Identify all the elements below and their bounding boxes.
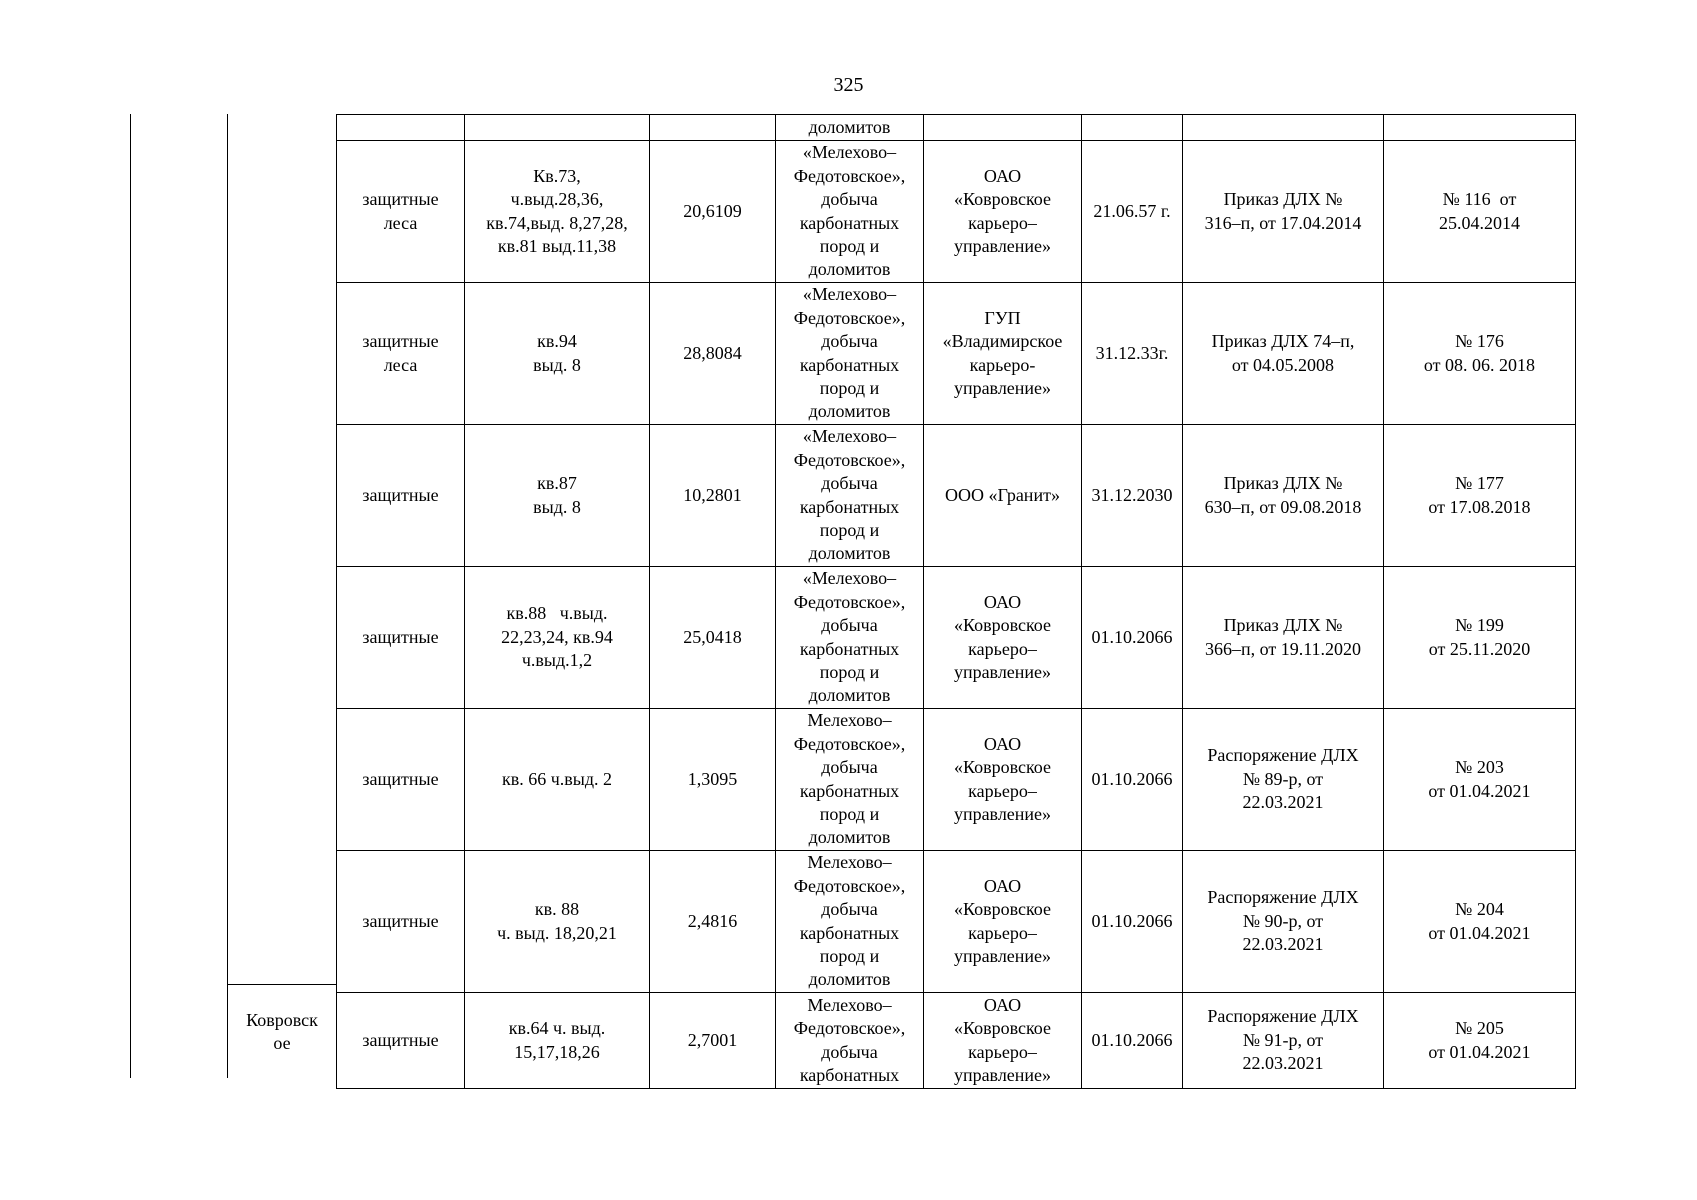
cell-purpose: [776, 851, 924, 993]
district-cell: [228, 984, 336, 1079]
cell-text: ОАО «Ковровское карьеро– управление»: [953, 165, 1052, 256]
cell-location: [465, 141, 650, 283]
cell-text: ОАО «Ковровское карьеро– управление»: [953, 733, 1052, 824]
cell-text: Приказ ДЛХ № 316–п, от 17.04.2014: [1204, 189, 1362, 233]
cell-type: [337, 709, 465, 851]
cell-area: [650, 851, 776, 993]
lease-table: [336, 114, 1576, 1089]
cell-reg: [1384, 567, 1576, 709]
cell-text: 2,7001: [687, 1029, 738, 1050]
cell-text: 01.10.2066: [1091, 910, 1173, 931]
cell-purpose: [776, 425, 924, 567]
left-table-border: [130, 114, 131, 1078]
cell-org: [924, 993, 1082, 1089]
cell-text: 28,8084: [683, 342, 742, 363]
cell-term: [1082, 993, 1183, 1089]
cell-text: Приказ ДЛХ 74–п, от 04.05.2008: [1211, 331, 1355, 375]
cell-text: ОАО «Ковровское карьеро– управление»: [953, 591, 1052, 682]
cell-location: [465, 425, 650, 567]
cell-text: 20,6109: [683, 200, 742, 221]
cell-type: [337, 141, 465, 283]
cell-doc: [1183, 141, 1384, 283]
cell-text: № 176 от 08. 06. 2018: [1423, 331, 1536, 375]
cell-text: защитные: [362, 484, 439, 505]
cell-org: [924, 283, 1082, 425]
cell-reg: [1384, 115, 1576, 141]
cell-text: № 204 от 01.04.2021: [1428, 899, 1531, 943]
cell-area: [650, 283, 776, 425]
page-number: 325: [833, 74, 864, 96]
cell-type: [337, 993, 465, 1089]
cell-text: доломитов: [808, 116, 891, 137]
cell-org: [924, 851, 1082, 993]
cell-area: [650, 567, 776, 709]
cell-area: [650, 425, 776, 567]
cell-org: [924, 709, 1082, 851]
cell-term: [1082, 425, 1183, 567]
cell-term: [1082, 567, 1183, 709]
cell-term: [1082, 141, 1183, 283]
cell-text: защитные: [362, 1029, 439, 1050]
cell-location: [465, 851, 650, 993]
table-row: [337, 567, 1576, 709]
cell-text: № 203 от 01.04.2021: [1428, 757, 1531, 801]
cell-area: [650, 115, 776, 141]
cell-text: «Мелехово– Федотовское», добыча карбонатных пород и доломитов: [793, 568, 906, 706]
cell-doc: [1183, 567, 1384, 709]
cell-text: 31.12.2030: [1091, 484, 1173, 505]
cell-purpose: [776, 141, 924, 283]
cell-doc: [1183, 993, 1384, 1089]
cell-text: защитные леса: [362, 189, 439, 233]
cell-reg: [1384, 851, 1576, 993]
cell-text: 25,0418: [683, 626, 742, 647]
cell-location: [465, 993, 650, 1089]
cell-text: кв.87 выд. 8: [533, 473, 581, 517]
cell-text: № 116 от 25.04.2014: [1439, 189, 1520, 233]
cell-text: Приказ ДЛХ № 366–п, от 19.11.2020: [1204, 615, 1362, 659]
cell-reg: [1384, 709, 1576, 851]
cell-purpose: [776, 115, 924, 141]
cell-doc: [1183, 283, 1384, 425]
cell-text: ГУП «Владимирское карьеро- управление»: [942, 307, 1063, 398]
cell-text: защитные: [362, 768, 439, 789]
cell-location: [465, 115, 650, 141]
cell-doc: [1183, 709, 1384, 851]
cell-doc: [1183, 851, 1384, 993]
cell-text: кв.64 ч. выд. 15,17,18,26: [508, 1018, 606, 1062]
cell-term: [1082, 851, 1183, 993]
table-row: [337, 709, 1576, 851]
cell-doc: [1183, 115, 1384, 141]
table-row: [337, 993, 1576, 1089]
cell-term: [1082, 709, 1183, 851]
cell-org: [924, 141, 1082, 283]
cell-text: № 205 от 01.04.2021: [1428, 1018, 1531, 1062]
cell-location: [465, 567, 650, 709]
cell-type: [337, 115, 465, 141]
cell-reg: [1384, 141, 1576, 283]
cell-text: Приказ ДЛХ № 630–п, от 09.08.2018: [1204, 473, 1362, 517]
cell-type: [337, 851, 465, 993]
cell-text: Распоряжение ДЛХ № 90-р, от 22.03.2021: [1207, 887, 1359, 955]
district-column-border: [227, 114, 228, 1078]
cell-reg: [1384, 283, 1576, 425]
cell-term: [1082, 283, 1183, 425]
district-label: Ковровск ое: [246, 1009, 318, 1053]
cell-text: защитные: [362, 626, 439, 647]
cell-purpose: [776, 283, 924, 425]
cell-text: Распоряжение ДЛХ № 91-р, от 22.03.2021: [1207, 1006, 1359, 1074]
cell-text: кв.88 ч.выд. 22,23,24, кв.94 ч.выд.1,2: [501, 603, 613, 671]
cell-area: [650, 709, 776, 851]
cell-area: [650, 141, 776, 283]
cell-text: ООО «Гранит»: [945, 484, 1060, 505]
table-row: [337, 141, 1576, 283]
cell-text: «Мелехово– Федотовское», добыча карбонатных пород и доломитов: [793, 426, 906, 564]
cell-text: Кв.73, ч.выд.28,36, кв.74,выд. 8,27,28, кв.81 выд.11,38: [486, 165, 628, 256]
cell-text: защитные леса: [362, 331, 439, 375]
cell-reg: [1384, 993, 1576, 1089]
cell-text: Мелехово– Федотовское», добыча карбонатных пород и доломитов: [793, 852, 906, 990]
cell-text: 31.12.33г.: [1095, 342, 1169, 363]
cell-text: 2,4816: [687, 910, 738, 931]
cell-area: [650, 993, 776, 1089]
cell-purpose: [776, 709, 924, 851]
cell-type: [337, 425, 465, 567]
cell-text: 1,3095: [687, 768, 738, 789]
cell-text: Мелехово– Федотовское», добыча карбонатных пород и доломитов: [793, 710, 906, 848]
cell-text: Распоряжение ДЛХ № 89-р, от 22.03.2021: [1207, 745, 1359, 813]
cell-location: [465, 283, 650, 425]
cell-org: [924, 115, 1082, 141]
cell-text: № 199 от 25.11.2020: [1428, 615, 1531, 659]
cell-text: ОАО «Ковровское карьеро– управление»: [953, 875, 1052, 966]
cell-text: 01.10.2066: [1091, 768, 1173, 789]
cell-text: кв. 66 ч.выд. 2: [501, 768, 613, 789]
cell-reg: [1384, 425, 1576, 567]
cell-text: Мелехово– Федотовское», добыча карбонатных: [793, 994, 906, 1085]
cell-text: кв.94 выд. 8: [533, 331, 581, 375]
table-row: [337, 851, 1576, 993]
cell-text: 10,2801: [683, 484, 742, 505]
cell-org: [924, 567, 1082, 709]
cell-org: [924, 425, 1082, 567]
cell-text: «Мелехово– Федотовское», добыча карбонатных пород и доломитов: [793, 142, 906, 280]
cell-purpose: [776, 567, 924, 709]
cell-text: ОАО «Ковровское карьеро– управление»: [953, 994, 1052, 1085]
table-row: [337, 425, 1576, 567]
cell-text: кв. 88 ч. выд. 18,20,21: [497, 899, 617, 943]
cell-text: «Мелехово– Федотовское», добыча карбонатных пород и доломитов: [793, 284, 906, 422]
cell-doc: [1183, 425, 1384, 567]
cell-text: 01.10.2066: [1091, 626, 1173, 647]
cell-term: [1082, 115, 1183, 141]
table-row: [337, 115, 1576, 141]
cell-text: 01.10.2066: [1091, 1029, 1173, 1050]
cell-text: 21.06.57 г.: [1093, 200, 1171, 221]
cell-purpose: [776, 993, 924, 1089]
cell-type: [337, 567, 465, 709]
cell-text: № 177 от 17.08.2018: [1428, 473, 1531, 517]
cell-location: [465, 709, 650, 851]
cell-text: защитные: [362, 910, 439, 931]
cell-type: [337, 283, 465, 425]
table-row: [337, 283, 1576, 425]
